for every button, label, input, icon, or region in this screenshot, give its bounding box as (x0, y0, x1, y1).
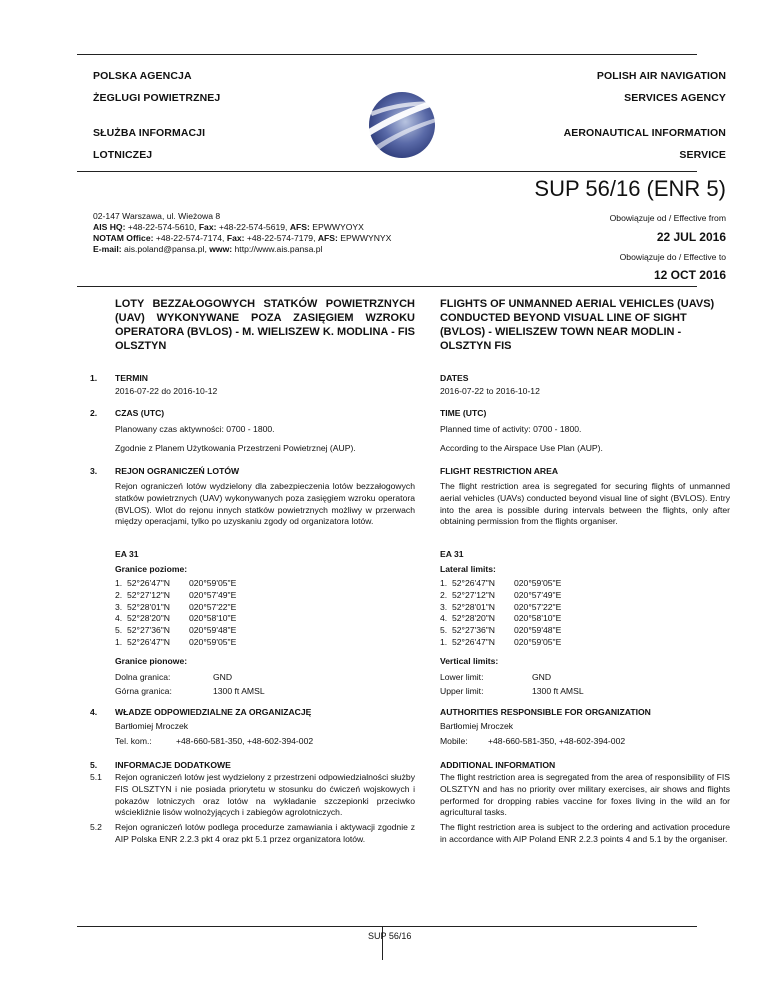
header-right-4: SERVICE (679, 149, 726, 161)
s1-head-pl: TERMIN (115, 373, 148, 383)
header-left-2: ŻEGLUGI POWIETRZNEJ (93, 92, 221, 104)
lower-value-pl: GND (213, 672, 233, 682)
top-rule (77, 54, 697, 55)
header-right-3: AERONAUTICAL INFORMATION (563, 127, 726, 139)
coord-row: 2. 52°27'12"N 020°57'49"E (440, 589, 562, 600)
s2-num: 2. (90, 408, 98, 418)
effective-to-date: 12 OCT 2016 (653, 268, 726, 282)
s2-pl1: Planowany czas aktywności: 0700 - 1800. (115, 424, 275, 434)
contact-block (93, 211, 391, 255)
header-left-1: POLSKA AGENCJA (93, 70, 192, 82)
sup-title: SUP 56/16 (ENR 5) (534, 176, 726, 201)
coord-row: 2. 52°27'12"N 020°57'49"E (115, 589, 237, 600)
coord-row: 5. 52°27'36"N 020°59'48"E (440, 625, 562, 636)
s3-pl: Rejon ograniczeń lotów wydzielony dla zabezpieczenia lotów bezzałogowych statków powietrznych (UAV) wykonywanych poza zasięgiem wzroku operatora (BVLOS). Wlot do rejonu innych statków powietrznych możliwy w przerwach między operacjami, tylko po uzyskaniu zgody od organizatora lotów. (115, 481, 415, 527)
coord-row: 4. 52°28'20"N 020°58'10"E (115, 613, 237, 624)
s1-en: 2016-07-22 to 2016-10-12 (440, 386, 540, 396)
upper-value-en: 1300 ft AMSL (532, 686, 584, 696)
pansa-logo (360, 78, 440, 170)
vertical-label-en: Vertical limits: (440, 656, 499, 666)
lateral-label-en: Lateral limits: (440, 564, 496, 574)
header-rule (77, 171, 697, 172)
s5-head-en: ADDITIONAL INFORMATION (440, 760, 556, 770)
lateral-label-pl: Granice poziome: (115, 564, 188, 574)
header-right-2: SERVICES AGENCY (624, 92, 726, 104)
title-en: FLIGHTS OF UNMANNED AERIAL VEHICLES (UAVS) CONDUCTED BEYOND VISUAL LINE OF SIGHT (BVLOS) - WIELISZEW TOWN NEAR MODLIN - OLSZTYN FIS (440, 298, 715, 352)
s4-head-pl: WŁADZE ODPOWIEDZIALNE ZA ORGANIZACJĘ (115, 707, 312, 717)
s4-num: 4. (90, 707, 98, 717)
upper-value-pl: 1300 ft AMSL (213, 686, 265, 696)
vertical-label-pl: Granice pionowe: (115, 656, 188, 666)
s2-head-pl: CZAS (UTC) (115, 408, 165, 418)
footer-page-ref: SUP 56/16 (368, 931, 412, 941)
coord-row: 5. 52°27'36"N 020°59'48"E (115, 625, 237, 636)
title-pl: LOTY BEZZAŁOGOWYCH STATKÓW POWIETRZNYCH (UAV) WYKONYWANE POZA ZASIĘGIEM WZROKU OPERATORA (BVLOS) - M. WIELISZEW K. MODLINA - FIS OLSZTYN (115, 298, 415, 352)
coord-row: 4. 52°28'20"N 020°58'10"E (440, 613, 562, 624)
s5-num: 5. (90, 760, 98, 770)
coord-row: 1. 52°26'47"N 020°59'05"E (440, 636, 562, 647)
s1-head-en: DATES (440, 373, 469, 383)
coords-en (440, 578, 561, 649)
coord-row: 1. 52°26'47"N 020°59'05"E (115, 636, 237, 647)
s51-num: 5.1 (90, 772, 102, 782)
lower-value-en: GND (532, 672, 552, 682)
s4-phones-en: +48-660-581-350, +48-602-394-002 (488, 736, 626, 746)
effective-to-label: Obowiązuje do / Effective to (619, 252, 726, 262)
s3-head-en: FLIGHT RESTRICTION AREA (440, 466, 559, 476)
title-top-rule (77, 286, 697, 287)
coord-row: 3. 52°28'01"N 020°57'22"E (440, 601, 562, 612)
s4-tel-label-en: Mobile: (440, 736, 468, 746)
upper-label-pl: Górna granica: (115, 686, 172, 696)
header-left-3: SŁUŻBA INFORMACJI (93, 127, 206, 139)
email-line: E-mail: ais.poland@pansa.pl, www: http://www.ais.pansa.pl (93, 244, 323, 254)
coord-row: 3. 52°28'01"N 020°57'22"E (115, 601, 237, 612)
ais-hq-line: AIS HQ: +48-22-574-5610, Fax: +48-22-574-5619, AFS: EPWWYOYX (93, 222, 364, 232)
s1-num: 1. (90, 373, 98, 383)
header-left-4: LOTNICZEJ (93, 149, 153, 161)
effective-from-label: Obowiązuje od / Effective from (609, 213, 726, 223)
s51-en: The flight restriction area is segregated from the area of responsibility of FIS OLSZTYN and has no priority over military exercises, air shows and flights performed for dropping rabies vaccine for foxes living in the wild an for agricultural tasks. (440, 772, 730, 818)
s4-phones-pl: +48-660-581-350, +48-602-394-002 (176, 736, 314, 746)
coord-row: 1. 52°26'47"N 020°59'05"E (115, 578, 237, 588)
s51-pl: Rejon ograniczeń lotów jest wydzielony z przestrzeni odpowiedzialności służby FIS OLSZTYN i nie posiada priorytetu w stosunku do ćwiczeń wojskowych i pokazów lotniczych oraz lotów na wykładanie szczepionki przeciwko wściekliźnie lisów wolnożyjących i zabiegów agrolotniczych. (115, 772, 415, 818)
effective-from-date: 22 JUL 2016 (656, 230, 726, 244)
address: 02-147 Warszawa, ul. Wieżowa 8 (93, 211, 221, 221)
s3-en: The flight restriction area is segregated for securing flights of unmanned aerial vehicles (UAVs) conducted beyond visual line of sight (BVLOS). Entry into the area is possible during intervals between the flights, only after obtaining permission from the flights organiser. (440, 481, 730, 527)
footer-rule (77, 926, 697, 927)
header-right-1: POLISH AIR NAVIGATION (596, 70, 726, 82)
s5-head-pl: INFORMACJE DODATKOWE (115, 760, 231, 770)
s4-name-en: Bartłomiej Mroczek (440, 721, 514, 731)
s2-head-en: TIME (UTC) (440, 408, 487, 418)
s52-en: The flight restriction area is subject to the ordering and activation procedure in accordance with AIP Poland ENR 2.2.3 points 4 and 5.1 by the organiser. (440, 822, 730, 844)
s4-name-pl: Bartłomiej Mroczek (115, 721, 189, 731)
upper-label-en: Upper limit: (440, 686, 484, 696)
s4-tel-label-pl: Tel. kom.: (115, 736, 152, 746)
s3-head-pl: REJON OGRANICZEŃ LOTÓW (115, 466, 240, 476)
area-name-pl: EA 31 (115, 549, 139, 559)
s4-head-en: AUTHORITIES RESPONSIBLE FOR ORGANIZATION (440, 707, 651, 717)
s3-num: 3. (90, 466, 98, 476)
s2-pl2: Zgodnie z Planem Użytkowania Przestrzeni Powietrznej (AUP). (115, 443, 356, 453)
coords-pl (115, 578, 236, 649)
lower-label-pl: Dolna granica: (115, 672, 171, 682)
s1-pl: 2016-07-22 do 2016-10-12 (115, 386, 218, 396)
s2-en1: Planned time of activity: 0700 - 1800. (440, 424, 582, 434)
coord-row: 1. 52°26'47"N 020°59'05"E (440, 578, 562, 588)
area-name-en: EA 31 (440, 549, 464, 559)
s52-num: 5.2 (90, 822, 102, 832)
s52-pl: Rejon ograniczeń lotów podlega procedurze zamawiania i aktywacji zgodnie z AIP Polska ENR 2.2.3 pkt 4 oraz pkt 5.1 przez organizatora lotów. (115, 822, 415, 844)
notam-line: NOTAM Office: +48-22-574-7174, Fax: +48-22-574-7179, AFS: EPWWYNYX (93, 233, 392, 243)
s2-en2: According to the Airspace Use Plan (AUP). (440, 443, 603, 453)
lower-label-en: Lower limit: (440, 672, 484, 682)
